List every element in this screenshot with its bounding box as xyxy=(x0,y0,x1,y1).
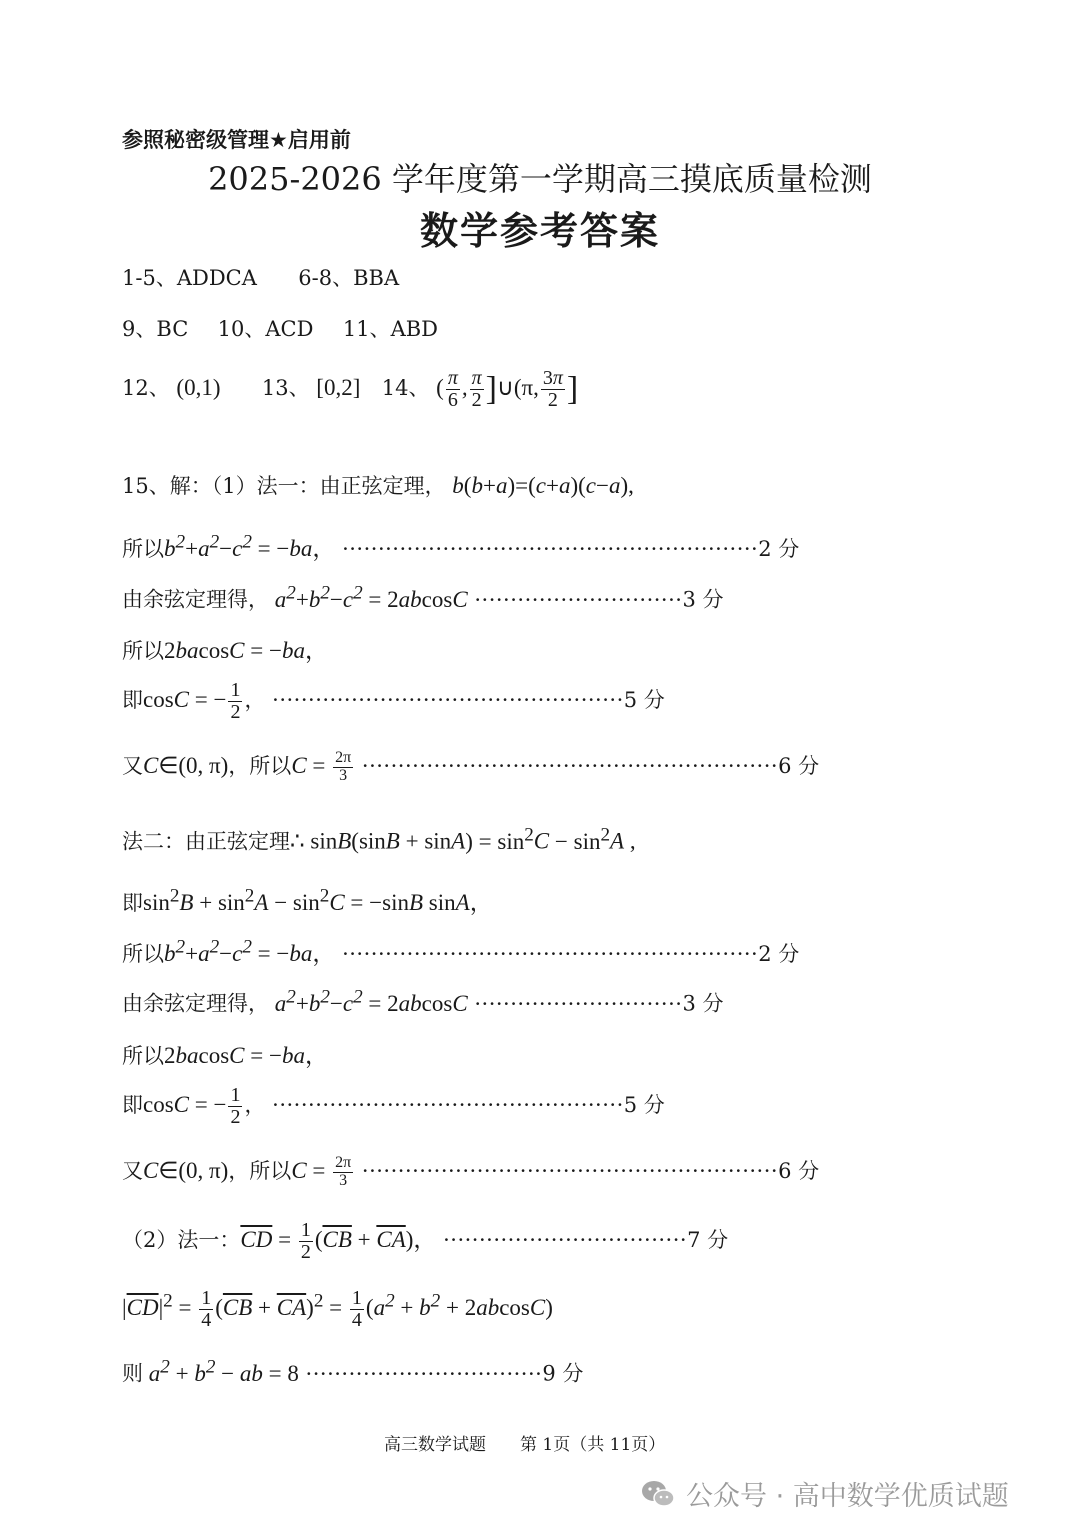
answer-key-title: 数学参考答案 xyxy=(419,209,660,253)
step-prefix: 即 xyxy=(122,1093,143,1117)
answer-12-value: (0,1) xyxy=(176,374,221,400)
answer-9-label: 9、 xyxy=(122,317,157,341)
answers-6-8-label: 6-8、 xyxy=(298,266,354,290)
score-label: 5 分 xyxy=(623,688,665,712)
q15-method2-step-5: 即cosC = − $\frac{1}{2}$ ， ·················································5 分 xyxy=(122,1084,665,1128)
step-prefix: （2）法一： xyxy=(122,1228,241,1252)
q15-method2-step-3: 由余弦定理得， $a^2+b^2-c^2 = 2abcosC \cdot\cdot\cdot\cdot\cdot\cdot\cdot\cdot\cdot\cdot\cdot\cdot\cdot\cdot\cdot\cdot\cdot\cdot\cdot\cdot\cdot\cdot\cdot\cdot\cdot\cdot\cdot\cdot\cdot 3$ 分 xyxy=(122,986,724,1016)
q15-intro xyxy=(122,470,634,500)
answer-10-label: 10、 xyxy=(217,317,266,341)
answers-1-5-label: 1-5、 xyxy=(122,266,177,290)
score-label: 6 分 xyxy=(778,1159,820,1183)
wechat-icon xyxy=(640,1479,676,1509)
answer-13-value: [0,2] xyxy=(316,374,361,400)
q15-step-3: 所以2bacosC = −ba， xyxy=(122,638,328,663)
step-prefix: 即 xyxy=(122,688,143,712)
step-prefix: 所以 xyxy=(122,942,164,966)
q15-eq-sine-law: b(b+a)=(c+a)(c−a), xyxy=(452,473,634,498)
q15-method2-step-2: 所以$b^2+a^2-c^2 = -ba$， ··························································2 分 xyxy=(122,936,800,966)
step-prefix: 则 xyxy=(122,1361,143,1386)
step-mid: ，所以 xyxy=(228,1159,292,1183)
q15-method2-step-4: 所以2bacosC = −ba， xyxy=(122,1043,328,1068)
q15-step-5: 又C∈(0, π)，所以C = $\frac{2\pi}{3}$ ··························································6 分 xyxy=(122,749,820,784)
step-prefix: 即 xyxy=(122,891,143,915)
step-mid: ，所以 xyxy=(228,754,292,778)
score-label: 2 分 xyxy=(758,537,800,561)
step-prefix: 所以 xyxy=(122,639,164,663)
q15-step-4: 即cosC = − $\frac{1}{2}$ ， ·················································5 分 xyxy=(122,679,665,723)
step-prefix: 所以 xyxy=(122,537,164,561)
step-prefix: 法二：由正弦定理 xyxy=(122,829,290,854)
q15-step-1: 所以$b^2+a^2-c^2 = -ba$， ··························································2 分 xyxy=(122,531,800,561)
score-label: 3 分 xyxy=(682,991,724,1016)
step-prefix: 又 xyxy=(122,1159,143,1183)
answer-9-value: BC xyxy=(156,317,189,341)
q15-intro-text: 15、解：（1）法一：由正弦定理， xyxy=(122,474,446,498)
answer-12-label: 12、 xyxy=(122,375,170,400)
answer-13-label: 13、 xyxy=(261,375,310,400)
score-label: 5 分 xyxy=(623,1093,665,1117)
confidentiality-label: 参照秘密级管理★启用前 xyxy=(122,128,351,152)
q15-method2-step-1: 即$\sin^2B + \sin^2A - \sin^2C = -\sin B$ sinA， xyxy=(122,885,493,915)
q15-method2-intro: 法二：由正弦定理∴ $\sin B(\sin B + \sin A) = \sin^2C - \sin^2A$ , xyxy=(122,824,636,854)
answer-11-value: ABD xyxy=(390,317,438,341)
page-footer: 高三数学试题 第 1页（共 11页） xyxy=(384,1435,666,1455)
answers-row-3 xyxy=(122,368,578,411)
answers-row-1 xyxy=(122,262,399,292)
watermark-text: 公众号 · 高中数学优质试题 xyxy=(686,1481,1009,1512)
score-label: 7 分 xyxy=(687,1228,729,1252)
answers-row-2 xyxy=(122,313,438,343)
step-prefix: 由余弦定理得， xyxy=(122,991,269,1016)
q15-part2-step-2: $|\overline{CD}|^2$ = $\frac{1}{4}$ $(\overline{CB} + \overline{CA})^2$ = $\frac{1}{4}$ $(a^2 + b^2 + 2abcosC)$ xyxy=(122,1287,553,1331)
q15-part2-step-3: 则 $a^2 + b^2$ − ab = 8 ·································9 分 xyxy=(122,1356,584,1386)
answers-1-5-value: ADDCA xyxy=(176,266,257,290)
answers-6-8-value: BBA xyxy=(353,266,400,290)
answer-14-value: ( $\frac{\pi}{6}$ , $\frac{\pi}{2}$ ]∪(π, $\frac{3\pi}{2}$ ] xyxy=(436,367,579,411)
q15-method2-step-6: 又C∈(0, π)，所以C = $\frac{2\pi}{3}$ ··························································6 分 xyxy=(122,1154,820,1189)
answer-11-label: 11、 xyxy=(342,317,391,341)
score-label: 2 分 xyxy=(758,942,800,966)
q15-part2-step-1: （2）法一：$\overline{CD}$ = $\frac{1}{2}$ $(\overline{CB} + \overline{CA})$， ··································7 分 xyxy=(122,1219,729,1263)
q15-step-2: 由余弦定理得， $a^2+b^2-c^2 = 2abcosC \cdot\cdot\cdot\cdot\cdot\cdot\cdot\cdot\cdot\cdot\cdot\cdot\cdot\cdot\cdot\cdot\cdot\cdot\cdot\cdot\cdot\cdot\cdot\cdot\cdot\cdot\cdot\cdot\cdot 3$ 分 xyxy=(122,582,724,612)
step-prefix: 又 xyxy=(122,754,143,778)
answer-10-value: ACD xyxy=(265,317,314,341)
answer-14-label: 14、 xyxy=(381,375,430,400)
step-prefix: 由余弦定理得， xyxy=(122,587,269,612)
score-label: 6 分 xyxy=(778,754,820,778)
watermark xyxy=(640,1474,1009,1513)
exam-title: 2025-2026 学年度第一学期高三摸底质量检测 xyxy=(208,160,872,198)
score-label: 3 分 xyxy=(682,587,724,612)
step-prefix: 所以 xyxy=(122,1044,164,1068)
score-label: 9 分 xyxy=(542,1361,584,1386)
